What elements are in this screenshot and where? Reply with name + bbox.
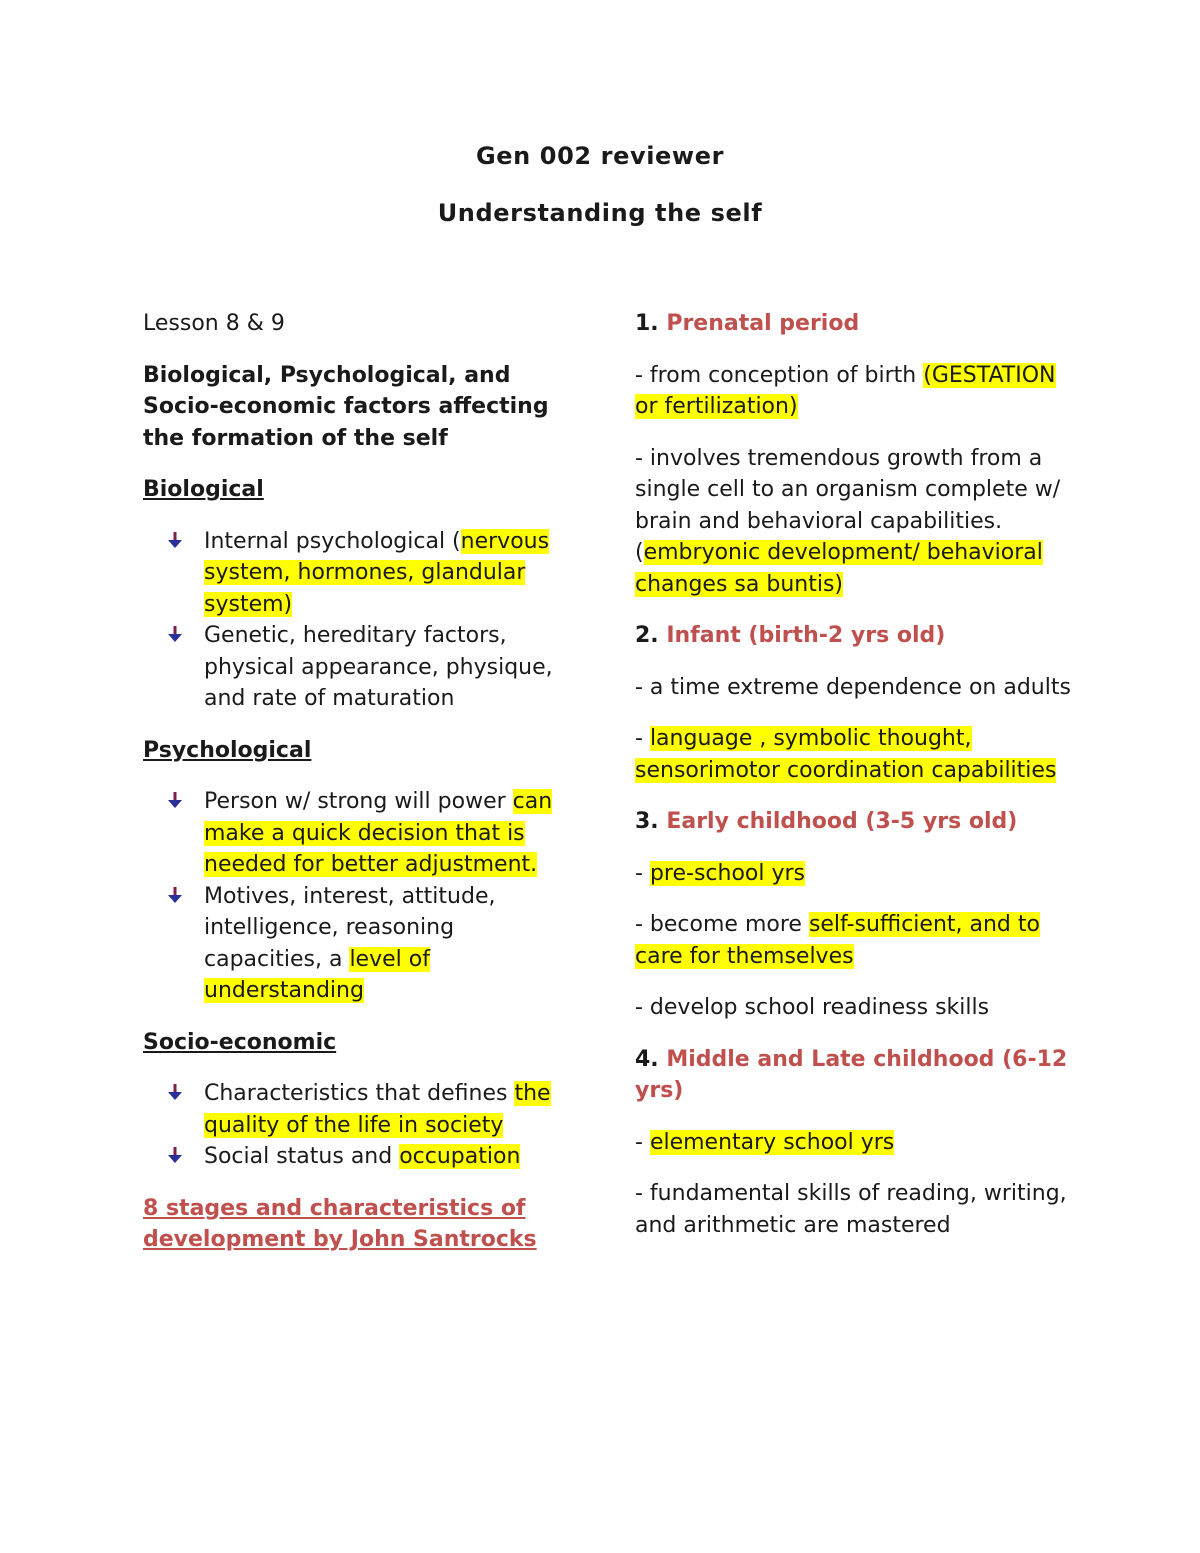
biological-list [143, 526, 573, 715]
list-item: Characteristics that defines the quality of the life in society [204, 1078, 573, 1141]
arrow-bullet-icon [168, 1082, 182, 1102]
biological-heading: Biological [143, 477, 264, 502]
stage-3-text-3: - develop school readiness skills [635, 995, 990, 1020]
document-title: Gen 002 reviewer [475, 142, 725, 170]
stage-4-title: 4. Middle and Late childhood (6-12 yrs) [635, 1046, 1068, 1103]
list-item: Social status and occupation [204, 1141, 573, 1173]
socio-economic-heading: Socio-economic [143, 1029, 337, 1055]
list-item: Motives, interest, attitude, intelligence, reasoning capacities, a level of understanding [204, 881, 573, 1007]
stage-2-text-2: - language , symbolic thought, sensorimotor coordination capabilities [635, 726, 1057, 783]
arrow-bullet-icon [168, 624, 182, 644]
main-heading: Biological, Psychological, and Socio-economic factors affecting the formation of the self [143, 362, 549, 451]
document-subtitle: Understanding the self [437, 199, 763, 227]
arrow-bullet-icon [168, 530, 182, 550]
stage-3-title: 3. Early childhood (3-5 yrs old) [635, 809, 1018, 834]
arrow-bullet-icon [168, 1145, 182, 1165]
socio-economic-list [143, 1078, 573, 1173]
list-item: Person w/ strong will power can make a quick decision that is needed for better adjustment. [204, 786, 573, 881]
stage-1-title: 1. Prenatal period [635, 311, 860, 336]
stage-3-text-2: - become more self-sufficient, and to care for themselves [635, 912, 1040, 969]
stage-1-text-1: - from conception of birth (GESTATION or fertilization) [635, 362, 1056, 419]
stage-1-text-2: - involves tremendous growth from a single cell to an organism complete w/ brain and behavioral capabilities. (embryonic development/ behavioral changes sa buntis) [635, 445, 1061, 597]
arrow-bullet-icon [168, 790, 182, 810]
psychological-list [143, 786, 573, 1007]
psychological-heading: Psychological [143, 737, 312, 763]
lesson-label: Lesson 8 & 9 [143, 311, 285, 336]
right-column [635, 308, 1075, 1261]
stage-4-text-1: - elementary school yrs [635, 1129, 895, 1155]
left-column [143, 308, 573, 1276]
arrow-bullet-icon [168, 885, 182, 905]
stage-4-text-2: - fundamental skills of reading, writing, and arithmetic are mastered [635, 1181, 1067, 1238]
stages-title: 8 stages and characteristics of development by John Santrocks [143, 1195, 537, 1252]
stage-3-text-1: - pre-school yrs [635, 860, 805, 886]
stage-2-text-1: - a time extreme dependence on adults [635, 674, 1071, 700]
stage-2-title: 2. Infant (birth-2 yrs old) [635, 623, 946, 648]
list-item: Internal psychological (nervous system, hormones, glandular system) [204, 526, 573, 621]
list-item: Genetic, hereditary factors, physical appearance, physique, and rate of maturation [204, 620, 573, 715]
